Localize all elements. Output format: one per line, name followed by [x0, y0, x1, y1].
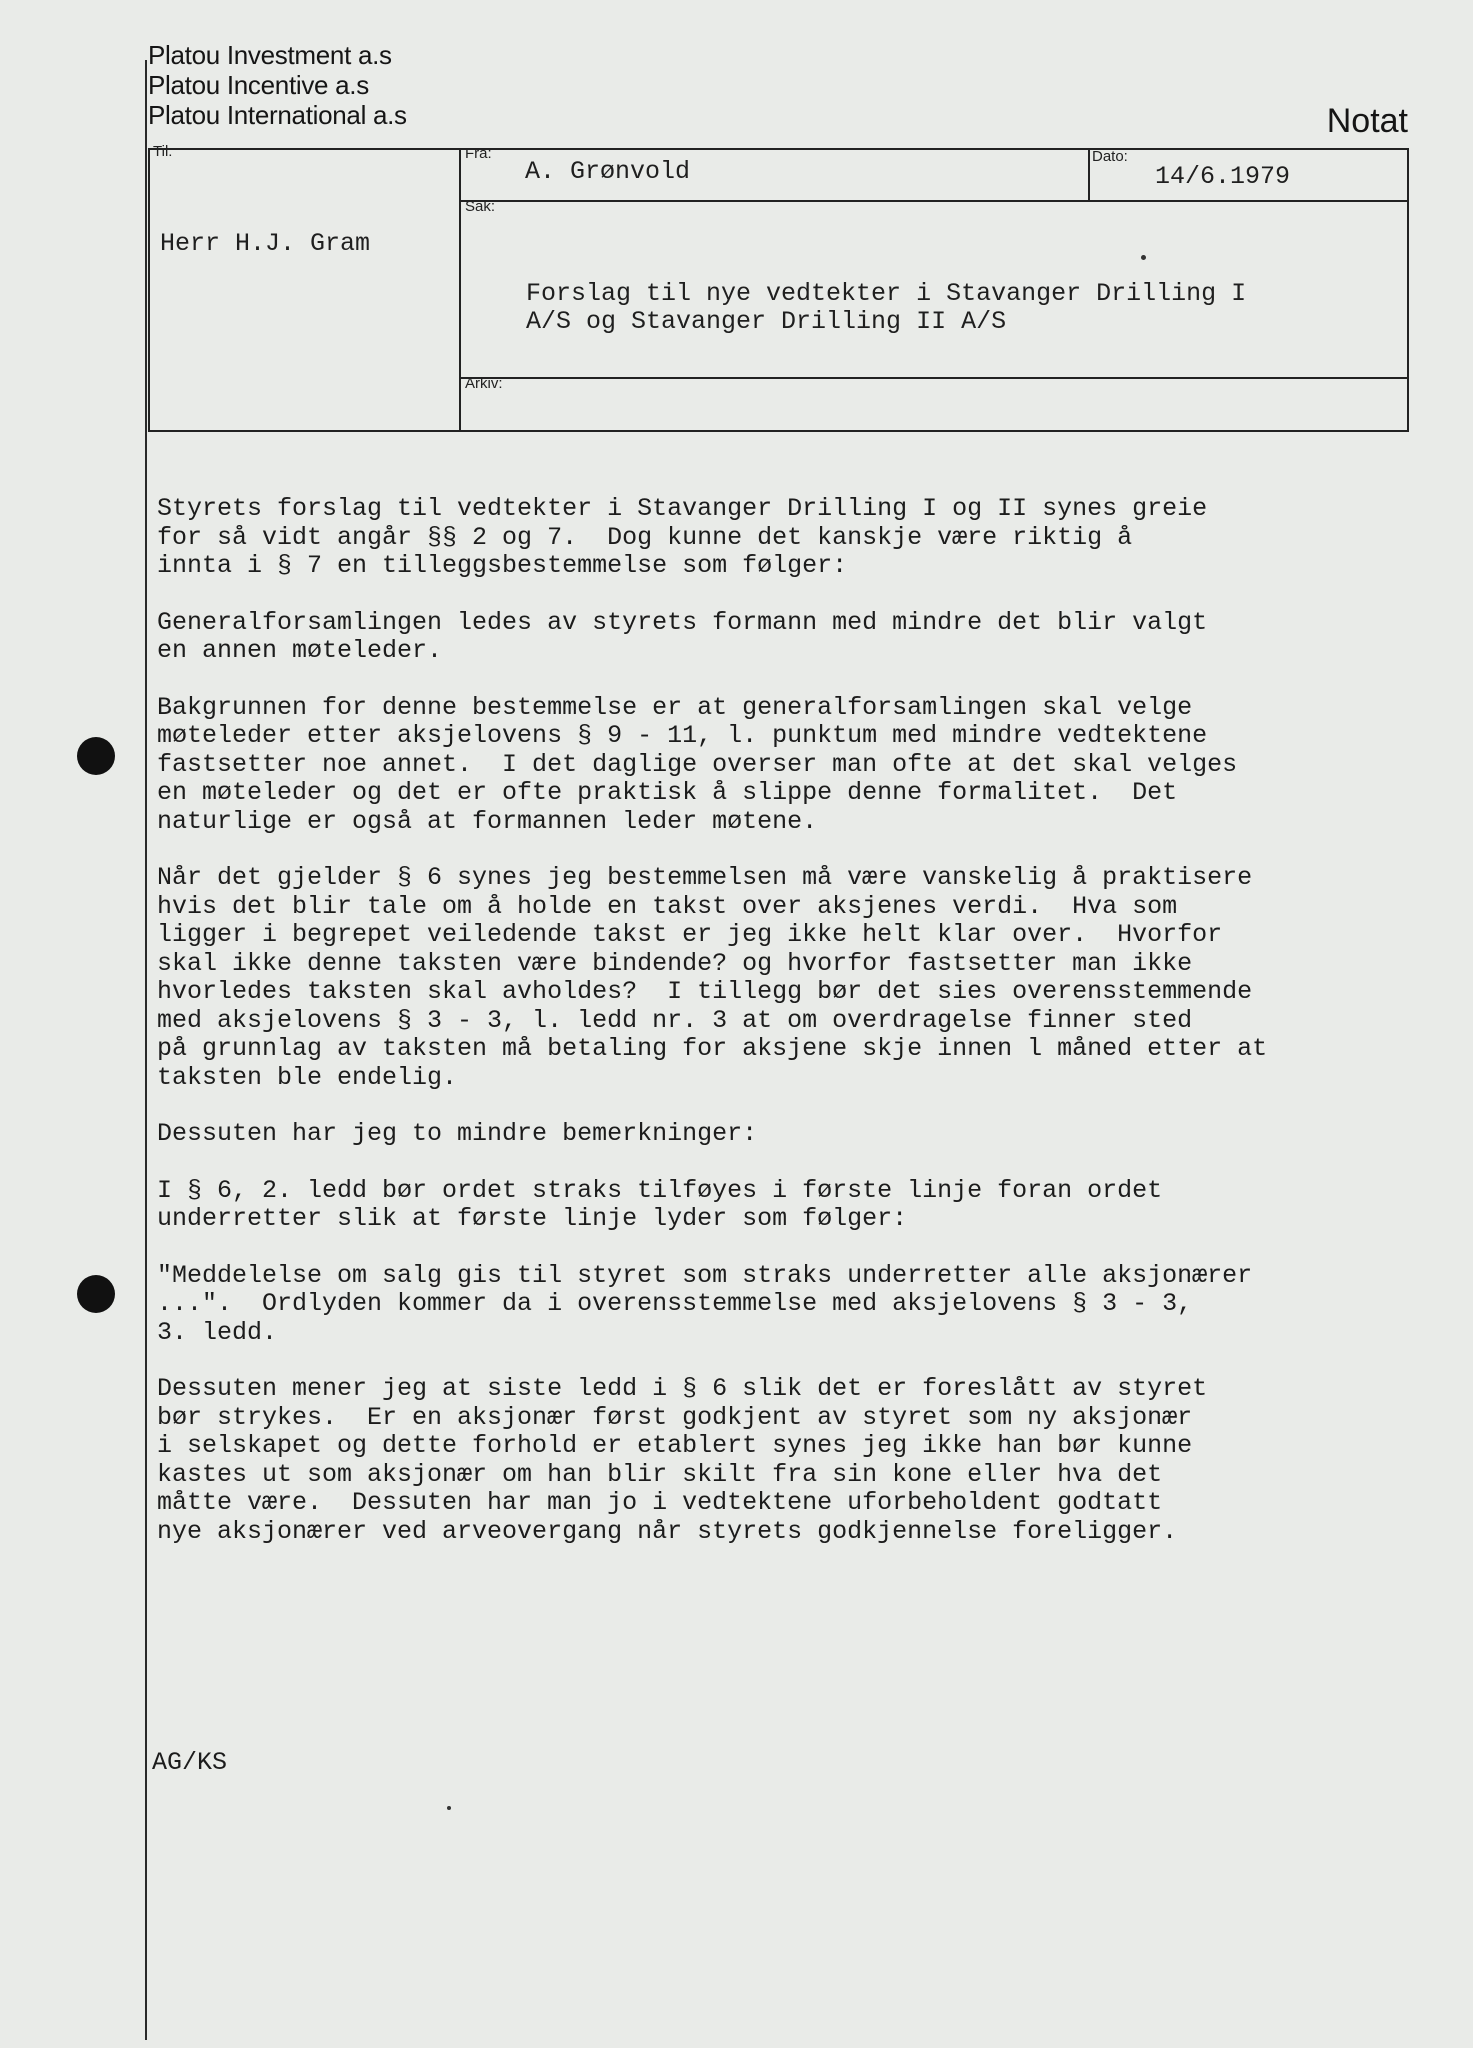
paragraph: Dessuten mener jeg at siste ledd i § 6 slik det er foreslått av styret bør strykes. Er en aksjonær først godkjent av styret som ny aksjonær i selskapet og dette forhold er etablert synes jeg ikke han bør kunne kastes ut som aksjonær om han blir skilt fra sin kone eller hva det måtte være. Dessuten har man jo i vedtektene uforbeholdent godtatt nye aksjonærer ved arveovergang når styrets godkjennelse foreligger.	[157, 1374, 1208, 1546]
fra-label: Fra:	[465, 145, 492, 162]
sak-label: Sak:	[465, 198, 496, 215]
date: 14/6.1979	[1155, 162, 1291, 191]
form-divider-vertical	[459, 148, 461, 432]
company-name-2: Platou Incentive a.s	[148, 70, 369, 100]
margin-rule	[145, 60, 147, 2040]
punch-hole-top	[77, 737, 115, 775]
sender: A. Grønvold	[525, 157, 691, 186]
paragraph: I § 6, 2. ledd bør ordet straks tilføyes i første linje foran ordet underretter slik at første linje lyder som følger:	[157, 1175, 1163, 1233]
subject-line-2: A/S og Stavanger Drilling II A/S	[526, 307, 1007, 336]
punch-hole-bottom	[77, 1275, 115, 1313]
document-type: Notat	[1326, 102, 1408, 140]
paragraph: Når det gjelder § 6 synes jeg bestemmelsen må være vanskelig å praktisere hvis det blir tale om å holde en takst over aksjenes verdi. Hva som ligger i begrepet veiledende takst er jeg ikke helt klar over. Hvorfor skal ikke denne taksten være bindende? og hvorfor fastsetter man ikke hvorledes taksten skal avholdes? I tillegg bør det sies overensstemmende med aksjelovens § 3 - 3, l. ledd nr. 3 at om overdragelse finner sted på grunnlag av taksten må betaling for aksjene skje innen l måned etter at taksten ble endelig.	[157, 863, 1268, 1092]
form-divider-sak	[459, 200, 1409, 202]
form-divider-arkiv	[459, 377, 1409, 379]
company-name-1: Platou Investment a.s	[148, 40, 392, 70]
paragraph: "Meddelelse om salg gis til styret som straks underretter alle aksjonærer ...". Ordlyden kommer da i overensstemmelse med aksjelovens § 3 - 3, 3. ledd.	[157, 1260, 1253, 1347]
paragraph: Generalforsamlingen ledes av styrets formann med mindre det blir valgt en annen møteleder.	[157, 607, 1208, 665]
paragraph: Bakgrunnen for denne bestemmelse er at generalforsamlingen skal velge møteleder etter aksjelovens § 9 - 11, l. punktum med mindre vedtektene fastsetter noe annet. I det daglige overser man ofte at det skal velges en møteleder og det er ofte praktisk å slippe denne formalitet. Det naturlige er også at formannen leder møtene.	[157, 692, 1238, 836]
company-name-3: Platou International a.s	[148, 100, 407, 130]
ink-dot	[1141, 255, 1146, 260]
arkiv-label: Arkiv:	[465, 375, 503, 392]
paragraph: Dessuten har jeg to mindre bemerkninger:	[157, 1119, 758, 1148]
til-label: Til:	[153, 143, 173, 160]
memo-body	[157, 495, 1457, 1574]
dato-label: Dato:	[1092, 148, 1128, 165]
form-divider-date	[1088, 148, 1090, 202]
recipient: Herr H.J. Gram	[160, 229, 371, 258]
initials: AG/KS	[152, 1748, 228, 1777]
subject-line-1: Forslag til nye vedtekter i Stavanger Drilling I	[526, 279, 1247, 308]
paragraph: Styrets forslag til vedtekter i Stavanger Drilling I og II synes greie for så vidt angår §§ 2 og 7. Dog kunne det kanskje være riktig å innta i § 7 en tilleggsbestemmelse som følger:	[157, 494, 1208, 580]
ink-dot	[447, 1806, 451, 1810]
